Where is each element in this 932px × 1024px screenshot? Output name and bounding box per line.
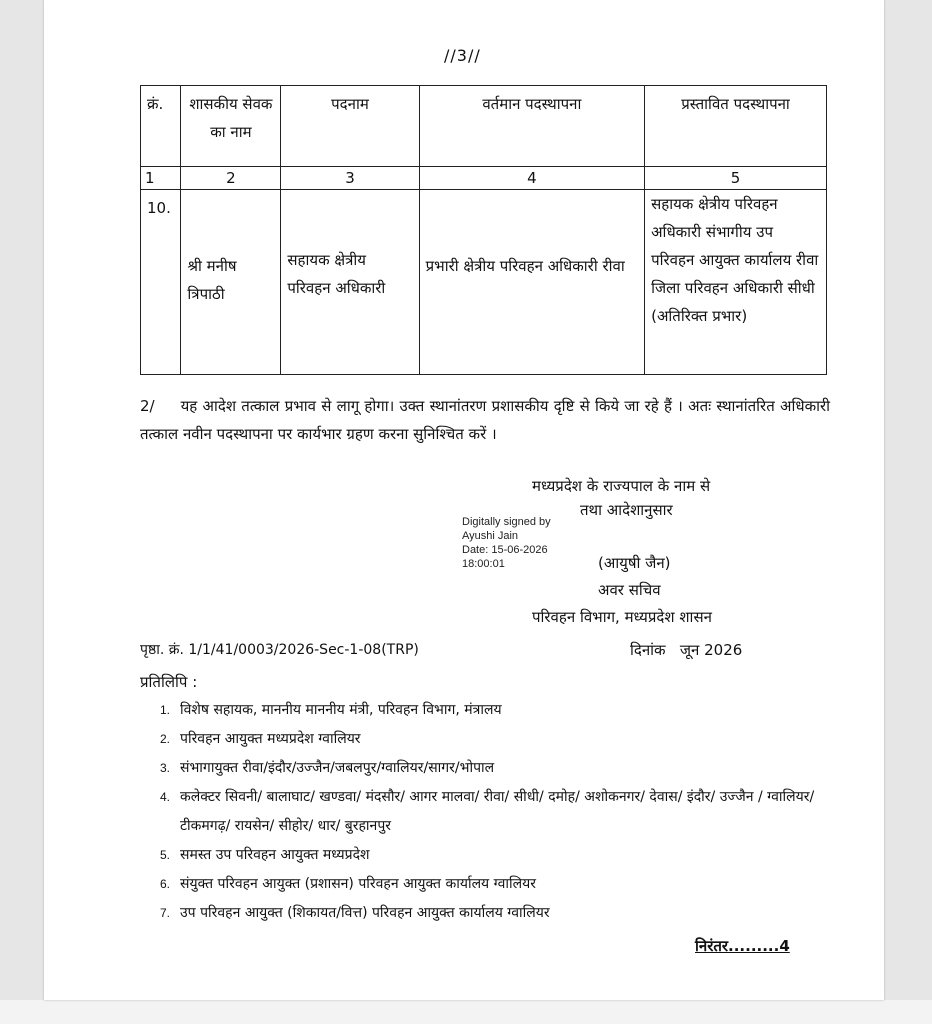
copy-to-list [140, 696, 840, 928]
column-number: 4 [419, 167, 644, 190]
cell-designation [281, 190, 419, 375]
continuation-marker: निरंतर.........4 [695, 937, 790, 955]
digital-signature-block [462, 515, 551, 571]
current-posting: प्रभारी क्षेत्रीय परिवहन अधिकारी रीवा [425, 257, 625, 275]
paragraph-text: यह आदेश तत्काल प्रभाव से लागू होगा। उक्त स्थानांतरण प्रशासकीय दृष्टि से किये जा रहे हैं । अतः स्थानांतरित अधिकारी तत्काल नवीन पदस्थापना पर कार्यभार ग्रहण करना सुनिश्चित करें । [140, 397, 830, 443]
item-text: संभागायुक्त रीवा/इंदौर/उज्जैन/जबलपुर/ग्वालियर/सागर/भोपाल [180, 760, 495, 776]
authority-line-1: मध्यप्रदेश के राज्यपाल के नाम से [532, 477, 711, 495]
date-label: दिनांक [630, 641, 666, 659]
table-row [141, 190, 827, 375]
item-number: 2. [160, 732, 171, 746]
item-text: संयुक्त परिवहन आयुक्त (प्रशासन) परिवहन आयुक्त कार्यालय ग्वालियर [180, 876, 536, 892]
page-number: //3// [444, 46, 481, 65]
list-item [140, 783, 840, 841]
item-number: 4. [160, 790, 171, 804]
header-serial: क्रं. [141, 86, 181, 167]
cell-proposed-posting: सहायक क्षेत्रीय परिवहन अधिकारी संभागीय उप परिवहन आयुक्त कार्यालय रीवा जिला परिवहन अधिकारी सीधी (अतिरिक्त प्रभार) [645, 190, 827, 375]
column-number: 5 [645, 167, 827, 190]
header-proposed-posting: प्रस्तावित पदस्थापना [645, 86, 827, 167]
list-item [140, 841, 840, 870]
paragraph-number: 2/ [140, 397, 155, 415]
designation: सहायक क्षेत्रीय परिवहन अधिकारी [287, 251, 386, 297]
endorsement-reference: पृष्ठा. क्रं. 1/1/41/0003/2026-Sec-1-08(TRP) [140, 642, 419, 658]
column-number: 3 [281, 167, 419, 190]
date-value: जून 2026 [679, 641, 743, 659]
digital-signature-name: Ayushi Jain [462, 530, 519, 542]
list-item [140, 725, 840, 754]
list-item [140, 870, 840, 899]
item-number: 1. [160, 703, 171, 717]
item-number: 7. [160, 906, 171, 920]
item-text: समस्त उप परिवहन आयुक्त मध्यप्रदेश [180, 847, 370, 863]
signer-name: (आयुषी जैन) [598, 554, 671, 572]
authority-line-2: तथा आदेशानुसार [580, 501, 673, 519]
department-name: परिवहन विभाग, मध्यप्रदेश शासन [532, 608, 712, 626]
item-text: उप परिवहन आयुक्त (शिकायत/वित्त) परिवहन आयुक्त कार्यालय ग्वालियर [180, 905, 550, 921]
list-item [140, 899, 840, 928]
viewer-frame-right [884, 0, 932, 1000]
item-text: परिवहन आयुक्त मध्यप्रदेश ग्वालियर [180, 731, 361, 747]
item-number: 6. [160, 877, 171, 891]
column-number: 2 [181, 167, 281, 190]
header-current-posting: वर्तमान पदस्थापना [419, 86, 644, 167]
digital-signature-time: 18:00:01 [462, 558, 505, 570]
document-page [44, 0, 884, 1000]
cell-current-posting [419, 190, 644, 375]
endorsement-date [630, 640, 742, 660]
item-number: 5. [160, 848, 171, 862]
copy-to-heading: प्रतिलिपि : [140, 673, 198, 691]
item-text: विशेष सहायक, माननीय माननीय मंत्री, परिवहन विभाग, मंत्रालय [180, 702, 502, 718]
item-number: 3. [160, 761, 171, 775]
digital-signature-date: Date: 15-06-2026 [462, 544, 548, 556]
order-paragraph [140, 392, 830, 448]
column-number-row [141, 167, 827, 190]
header-employee-name: शासकीय सेवक का नाम [181, 86, 281, 167]
digital-signature-line: Digitally signed by [462, 516, 551, 528]
transfer-table [140, 85, 827, 375]
item-text: कलेक्टर सिवनी/ बालाघाट/ खण्डवा/ मंदसौर/ आगर मालवा/ रीवा/ सीधी/ दमोह/ अशोकनगर/ देवास/ इंदौर/ उज्जैन / ग्वालियर/ टीकमगढ़/ रायसेन/ सीहोर/ धार/ बुरहानपुर [180, 789, 815, 834]
viewer-frame-bottom [0, 1000, 932, 1024]
list-item [140, 696, 840, 725]
column-number: 1 [141, 167, 181, 190]
table-header-row [141, 86, 827, 167]
header-designation: पदनाम [281, 86, 419, 167]
employee-name: श्री मनीष त्रिपाठी [187, 257, 237, 303]
viewer-frame-left [0, 0, 44, 1000]
cell-serial: 10. [141, 190, 181, 375]
signer-designation: अवर सचिव [598, 581, 661, 599]
list-item [140, 754, 840, 783]
cell-employee-name [181, 190, 281, 375]
